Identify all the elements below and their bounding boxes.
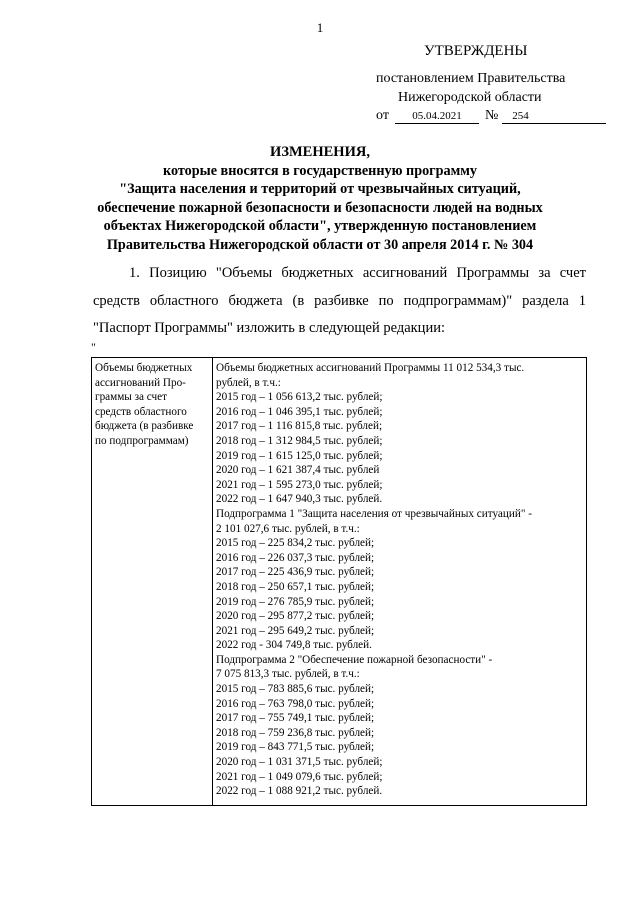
content-line: 2015 год – 1 056 613,2 тыс. рублей; (216, 391, 383, 404)
content-line: 2022 год – 1 647 940,3 тыс. рублей. (216, 493, 383, 506)
paragraph-text: 1. Позицию "Объемы бюджетных ассигнований Программы за счет средств областного бюджета (в разбивке по подпрограммам)" раздела 1 "Паспорт Программы" изложить в следующей редакции: (93, 265, 586, 336)
page-number: 1 (316, 20, 324, 35)
from-label: от (376, 108, 389, 123)
content-line: Подпрограмма 1 "Защита населения от чрезвычайных ситуаций" - (216, 507, 532, 520)
heading-line: которые вносятся в государственную программу (162, 162, 478, 179)
content-line: 2022 год - 304 749,8 тыс. рублей. (216, 639, 372, 652)
heading-title: ИЗМЕНЕНИЯ, (270, 144, 370, 160)
content-line: 2019 год – 1 615 125,0 тыс. рублей; (216, 449, 383, 462)
label-line: средств областного (95, 405, 187, 418)
approval-line-2: Нижегородской области (398, 90, 542, 105)
content-line: 2022 год – 1 088 921,2 тыс. рублей. (216, 785, 383, 798)
approval-line-1: постановлением Правительства (376, 71, 566, 86)
content-line: 2017 год – 225 436,9 тыс. рублей; (216, 566, 375, 579)
content-line: 2016 год – 763 798,0 тыс. рублей; (216, 697, 375, 710)
opening-quote-mark: " (91, 340, 96, 354)
content-line: 2021 год – 295 649,2 тыс. рублей; (216, 624, 375, 637)
content-line: Объемы бюджетных ассигнований Программы 11 012 534,3 тыс. (216, 362, 525, 374)
body-paragraph (93, 260, 586, 343)
content-line: 2019 год – 276 785,9 тыс. рублей; (216, 595, 375, 608)
content-line: 2017 год – 1 116 815,8 тыс. рублей; (216, 420, 383, 433)
table-row (92, 358, 587, 806)
document-heading (60, 143, 580, 254)
content-line: 2016 год – 226 037,3 тыс. рублей; (216, 551, 375, 564)
heading-line: Правительства Нижегородской области от 30 апреля 2014 г. № 304 (106, 236, 534, 253)
label-line: Объемы бюджетных (95, 362, 193, 374)
number-label: № (484, 108, 499, 123)
content-line: 2017 год – 755 749,1 тыс. рублей; (216, 712, 375, 725)
label-line: по подпрограммам) (95, 434, 189, 447)
approval-date: 05.04.2021 (395, 109, 479, 124)
content-line: 2015 год – 783 885,6 тыс. рублей; (216, 683, 375, 696)
table-content-cell (213, 358, 587, 806)
heading-line: обеспечение пожарной безопасности и безопасности людей на водных (97, 199, 543, 216)
label-line: бюджета (в разбивке (95, 420, 194, 433)
content-line: 2019 год – 843 771,5 тыс. рублей; (216, 741, 375, 754)
approval-number: 254 (502, 109, 606, 124)
label-line: ассигнований Про- (95, 376, 186, 389)
content-line: 2020 год – 295 877,2 тыс. рублей; (216, 610, 375, 623)
content-line: Подпрограмма 2 "Обеспечение пожарной безопасности" - (216, 653, 493, 666)
content-line: рублей, в т.ч.: (216, 376, 281, 389)
budget-table (91, 357, 587, 806)
content-line: 2015 год – 225 834,2 тыс. рублей; (216, 537, 375, 550)
content-line: 2021 год – 1 595 273,0 тыс. рублей; (216, 478, 383, 491)
content-line: 2018 год – 759 236,8 тыс. рублей; (216, 726, 375, 739)
content-line: 7 075 813,3 тыс. рублей, в т.ч.: (216, 668, 360, 681)
heading-line: объектах Нижегородской области", утвержденную постановлением (103, 218, 537, 234)
content-line: 2020 год – 1 621 387,4 тыс. рублей (216, 464, 380, 477)
label-line: граммы за счет (95, 391, 168, 404)
content-line: 2018 год – 1 312 984,5 тыс. рублей; (216, 434, 383, 447)
approval-date-number-row (376, 108, 606, 124)
content-line: 2016 год – 1 046 395,1 тыс. рублей; (216, 405, 383, 418)
content-line: 2 101 027,6 тыс. рублей, в т.ч.: (216, 522, 360, 535)
approval-title: УТВЕРЖДЕНЫ (424, 43, 528, 59)
content-line: 2018 год – 250 657,1 тыс. рублей; (216, 580, 375, 593)
content-line: 2021 год – 1 049 079,6 тыс. рублей; (216, 770, 383, 783)
heading-line: "Защита населения и территорий от чрезвычайных ситуаций, (119, 181, 521, 197)
table-label-cell (92, 358, 213, 806)
content-line: 2020 год – 1 031 371,5 тыс. рублей; (216, 756, 383, 769)
